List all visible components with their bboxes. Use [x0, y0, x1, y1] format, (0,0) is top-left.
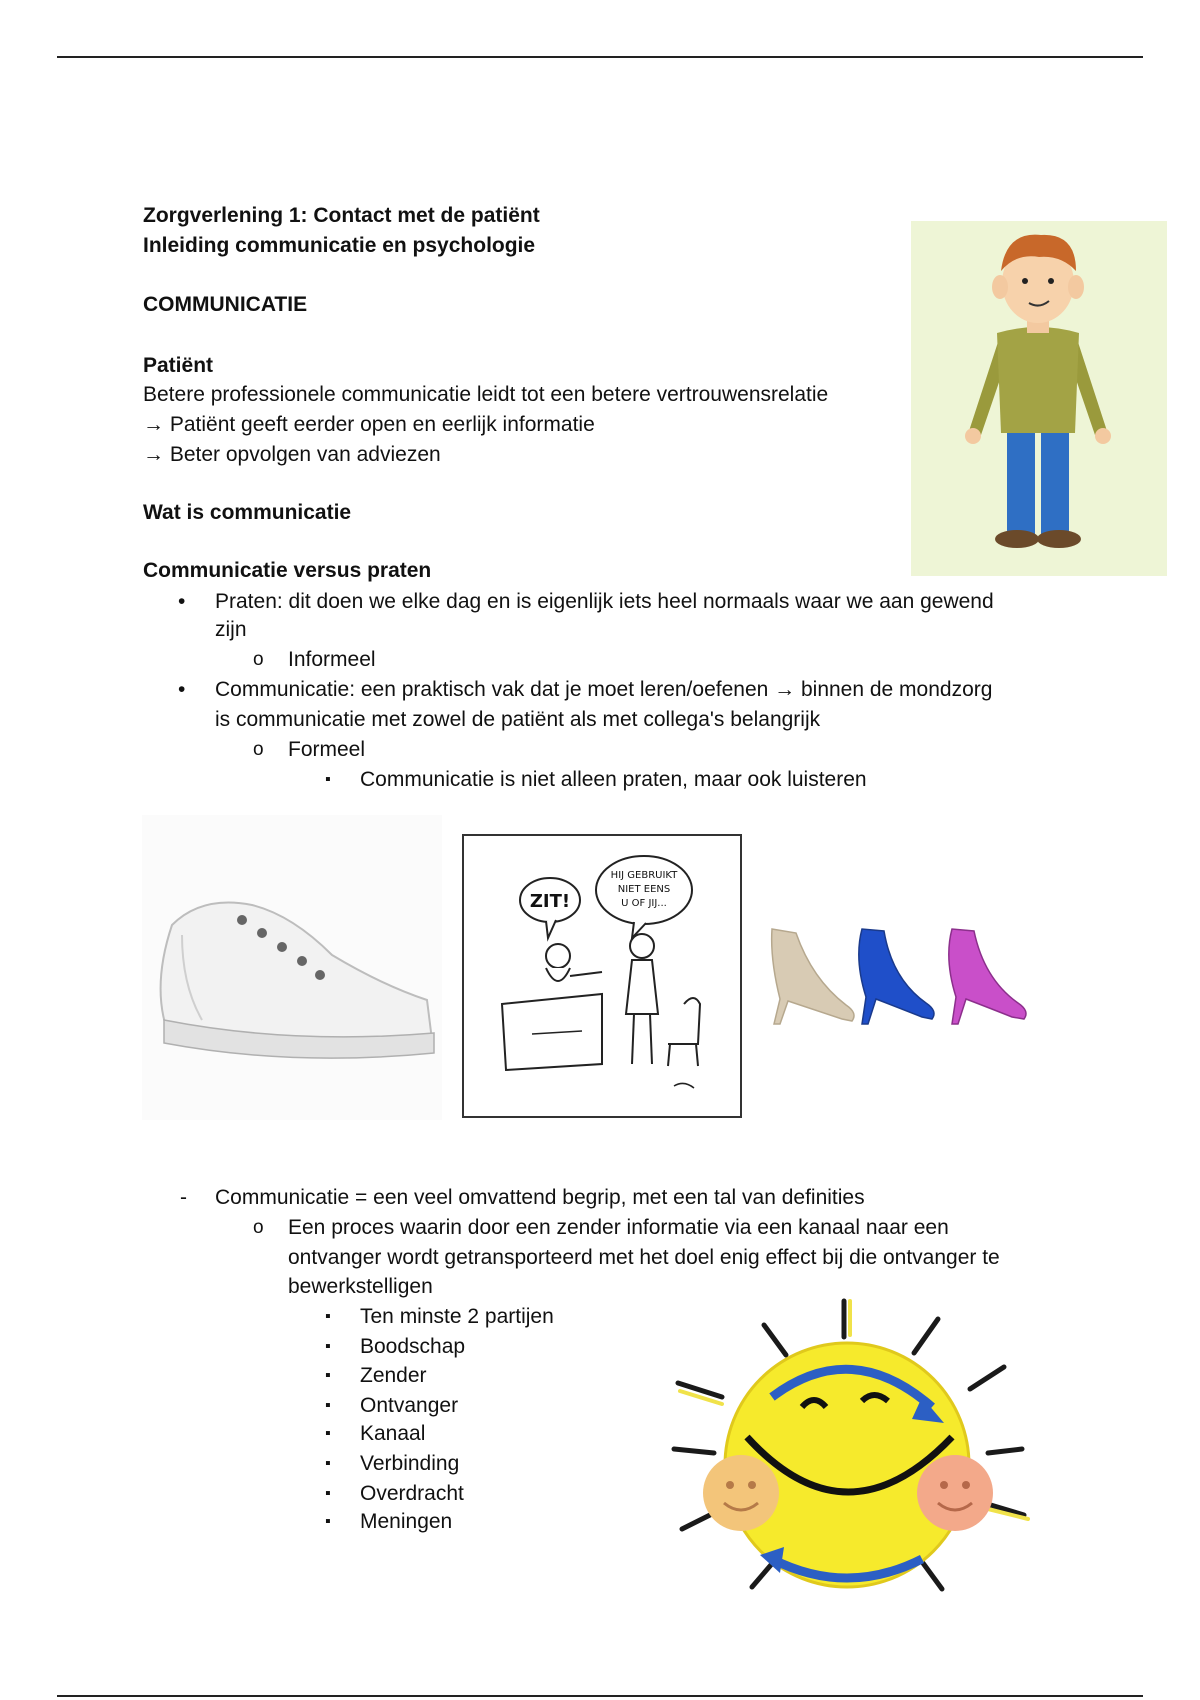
bubble-right-text-1: HIJ GEBRUIKT	[610, 870, 678, 881]
bubble-left-text: ZIT!	[529, 891, 571, 912]
patient-line-3: → Beter opvolgen van adviezen	[143, 443, 441, 466]
praten-line-2: zijn	[215, 618, 247, 641]
bullet-marker: •	[178, 590, 186, 613]
bullet-marker: •	[178, 678, 186, 701]
section-heading: COMMUNICATIE	[143, 293, 308, 316]
sneaker-image	[142, 815, 442, 1120]
bubble-right-text-2: NIET EENS	[617, 884, 671, 895]
formeel-item: Formeel	[288, 738, 366, 761]
square-marker: ▪	[325, 1367, 331, 1384]
communicatie-line-1: Communicatie: een praktisch vak dat je moet leren/oefenen → binnen de mondzorg	[215, 678, 993, 701]
element-item: Verbinding	[360, 1452, 460, 1475]
element-item: Ten minste 2 partijen	[360, 1305, 554, 1328]
square-marker: ▪	[325, 1485, 331, 1502]
square-marker: ▪	[325, 1338, 331, 1355]
communicatie-line-2: is communicatie met zowel de patiënt als met collega's belangrijk	[215, 708, 821, 731]
square-marker: ▪	[325, 771, 331, 788]
cartoon-image	[462, 834, 742, 1118]
high-heels-image	[762, 909, 1042, 1034]
square-marker: ▪	[325, 1397, 331, 1414]
circle-marker: o	[253, 649, 264, 670]
sun-smiley-image	[652, 1297, 1072, 1617]
square-marker: ▪	[325, 1425, 331, 1442]
patient-line-2: → Patiënt geeft eerder open en eerlijk informatie	[143, 413, 595, 436]
element-item: Meningen	[360, 1510, 453, 1533]
bubble-right-text-3: U OF JIJ...	[621, 898, 667, 909]
square-marker: ▪	[325, 1513, 331, 1530]
definition-sub-line-1: Een proces waarin door een zender informatie via een kanaal naar een	[288, 1216, 949, 1239]
header-rule	[57, 56, 1143, 58]
boy-illustration	[911, 221, 1167, 576]
circle-marker: o	[253, 1217, 264, 1238]
square-marker: ▪	[325, 1455, 331, 1472]
element-item: Kanaal	[360, 1422, 426, 1445]
footer-rule	[57, 1695, 1143, 1697]
element-item: Zender	[360, 1364, 427, 1387]
versus-heading: Communicatie versus praten	[143, 559, 432, 582]
dash-marker: -	[180, 1186, 187, 1209]
patient-heading: Patiënt	[143, 354, 214, 377]
title-line-2: Inleiding communicatie en psychologie	[143, 234, 536, 257]
definition-line: Communicatie = een veel omvattend begrip, met een tal van definities	[215, 1186, 865, 1209]
informeel-item: Informeel	[288, 648, 376, 671]
element-item: Ontvanger	[360, 1394, 459, 1417]
square-marker: ▪	[325, 1308, 331, 1325]
praten-line-1: Praten: dit doen we elke dag en is eigenlijk iets heel normaals waar we aan gewend	[215, 590, 994, 613]
patient-line-1: Betere professionele communicatie leidt tot een betere vertrouwensrelatie	[143, 383, 829, 406]
luisteren-item: Communicatie is niet alleen praten, maar ook luisteren	[360, 768, 867, 791]
what-heading: Wat is communicatie	[143, 501, 352, 524]
definition-sub-line-2: ontvanger wordt getransporteerd met het doel enig effect bij die ontvanger te	[288, 1246, 1000, 1269]
circle-marker: o	[253, 739, 264, 760]
title-line-1: Zorgverlening 1: Contact met de patiënt	[143, 204, 540, 227]
element-item: Overdracht	[360, 1482, 464, 1505]
definition-sub-line-3: bewerkstelligen	[288, 1275, 433, 1298]
element-item: Boodschap	[360, 1335, 466, 1358]
